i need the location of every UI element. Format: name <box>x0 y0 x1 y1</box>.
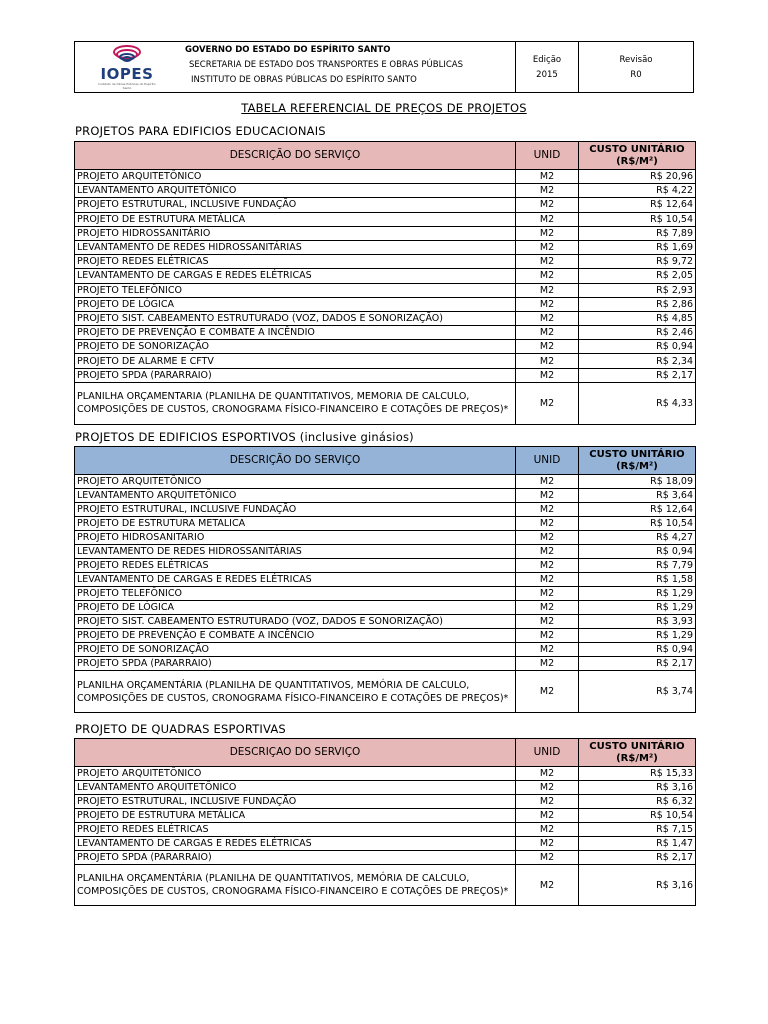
section-title: PROJETO DE QUADRAS ESPORTIVAS <box>75 722 286 736</box>
table-row <box>75 269 696 283</box>
table-row <box>75 212 696 226</box>
service-description: PROJETO TELEFÔNICO <box>75 587 516 601</box>
table-row <box>75 545 696 559</box>
service-description: PROJETO DE ESTRUTURA METÁLICA <box>75 212 516 226</box>
table-row <box>75 851 696 865</box>
service-description: PROJETO SPDA (PARARRAIO) <box>75 657 516 671</box>
table-row <box>75 517 696 531</box>
service-unit: M2 <box>516 615 579 629</box>
table-row <box>75 657 696 671</box>
table-row <box>75 671 696 713</box>
table-header-row <box>75 142 696 170</box>
table-row <box>75 240 696 254</box>
service-unit-cost: R$ 6,32 <box>579 795 696 809</box>
service-unit: M2 <box>516 269 579 283</box>
service-description: PROJETO DE ALARME E CFTV <box>75 354 516 368</box>
service-unit: M2 <box>516 382 579 424</box>
service-unit-cost: R$ 0,94 <box>579 340 696 354</box>
edition-label: Edição <box>532 54 562 65</box>
service-description: PROJETO DE LÓGICA <box>75 601 516 615</box>
service-description: PROJETO DE SONORIZAÇÃO <box>75 340 516 354</box>
header-description: DESCRIÇÃO DO SERVIÇO <box>75 447 516 475</box>
service-unit-cost: R$ 2,34 <box>579 354 696 368</box>
table-row <box>75 643 696 657</box>
table-row <box>75 503 696 517</box>
service-unit-cost: R$ 10,54 <box>579 809 696 823</box>
service-description: PLANILHA ORÇAMENTÁRIA (PLANILHA DE QUANTITATIVOS, MEMÓRIA DE CALCULO, COMPOSIÇÕES DE CUSTOS, CRONOGRAMA FÍSICO-FINANCEIRO E COTAÇÕES DE PREÇOS)* <box>75 671 516 713</box>
service-unit: M2 <box>516 354 579 368</box>
service-unit: M2 <box>516 865 579 906</box>
table-row <box>75 326 696 340</box>
service-unit: M2 <box>516 255 579 269</box>
table-row <box>75 837 696 851</box>
service-description: PROJETO ARQUITETÔNICO <box>75 767 516 781</box>
service-description: LEVANTAMENTO DE REDES HIDROSSANITÁRIAS <box>75 545 516 559</box>
service-unit-cost: R$ 18,09 <box>579 475 696 489</box>
table-row <box>75 489 696 503</box>
service-unit-cost: R$ 4,33 <box>579 382 696 424</box>
price-table <box>74 141 696 425</box>
service-unit: M2 <box>516 283 579 297</box>
service-description: PLANILHA ORÇAMENTÁRIA (PLANILHA DE QUANTITATIVOS, MEMÓRIA DE CALCULO, COMPOSIÇÕES DE CUSTOS, CRONOGRAMA FÍSICO-FINANCEIRO E COTAÇÕES DE PREÇOS)* <box>75 865 516 906</box>
service-unit: M2 <box>516 767 579 781</box>
logo-wordmark: IOPES <box>100 64 154 83</box>
service-unit-cost: R$ 1,47 <box>579 837 696 851</box>
service-unit-cost: R$ 15,33 <box>579 767 696 781</box>
service-description: PROJETO HIDROSANITARIO <box>75 531 516 545</box>
service-unit-cost: R$ 7,15 <box>579 823 696 837</box>
service-description: PROJETO TELEFÔNICO <box>75 283 516 297</box>
service-unit-cost: R$ 12,64 <box>579 198 696 212</box>
table-row <box>75 283 696 297</box>
service-unit-cost: R$ 3,16 <box>579 865 696 906</box>
service-unit: M2 <box>516 837 579 851</box>
service-unit: M2 <box>516 643 579 657</box>
header-line-secretariat: SECRETARIA DE ESTADO DOS TRANSPORTES E OBRAS PÚBLICAS <box>189 60 463 70</box>
service-unit: M2 <box>516 503 579 517</box>
service-unit-cost: R$ 10,54 <box>579 517 696 531</box>
service-description: PROJETO REDES ELÉTRICAS <box>75 559 516 573</box>
service-unit: M2 <box>516 559 579 573</box>
table-row <box>75 531 696 545</box>
service-description: PROJETO ARQUITETÔNICO <box>75 170 516 184</box>
revision-cell <box>578 42 693 92</box>
service-unit-cost: R$ 12,64 <box>579 503 696 517</box>
service-description: PROJETO ESTRUTURAL, INCLUSIVE FUNDAÇÃO <box>75 795 516 809</box>
edition-value: 2015 <box>536 69 558 80</box>
service-description: PROJETO SPDA (PARARRAIO) <box>75 851 516 865</box>
table-row <box>75 809 696 823</box>
service-description: PROJETO DE LÓGICA <box>75 297 516 311</box>
service-unit: M2 <box>516 545 579 559</box>
service-unit-cost: R$ 1,29 <box>579 601 696 615</box>
document-header <box>74 41 694 93</box>
service-description: PROJETO SPDA (PARARRAIO) <box>75 368 516 382</box>
service-unit-cost: R$ 20,96 <box>579 170 696 184</box>
service-unit: M2 <box>516 657 579 671</box>
table-row <box>75 865 696 906</box>
service-unit: M2 <box>516 475 579 489</box>
service-unit-cost: R$ 2,46 <box>579 326 696 340</box>
price-table <box>74 446 696 713</box>
service-unit: M2 <box>516 297 579 311</box>
service-unit: M2 <box>516 326 579 340</box>
service-unit: M2 <box>516 489 579 503</box>
service-description: PROJETO ESTRUTURAL, INCLUSIVE FUNDAÇÃO <box>75 198 516 212</box>
service-unit-cost: R$ 2,17 <box>579 851 696 865</box>
service-description: PROJETO REDES ELÉTRICAS <box>75 255 516 269</box>
table-row <box>75 629 696 643</box>
service-unit-cost: R$ 10,54 <box>579 212 696 226</box>
service-unit: M2 <box>516 823 579 837</box>
table-row <box>75 615 696 629</box>
service-unit-cost: R$ 7,89 <box>579 226 696 240</box>
edition-cell <box>515 42 578 92</box>
service-description: PROJETO DE PREVENÇÃO E COMBATE A INCÊNCIO <box>75 629 516 643</box>
service-unit-cost: R$ 2,86 <box>579 297 696 311</box>
service-description: PROJETO DE SONORIZAÇÃO <box>75 643 516 657</box>
service-unit: M2 <box>516 781 579 795</box>
service-unit-cost: R$ 2,17 <box>579 368 696 382</box>
table-row <box>75 184 696 198</box>
header-org-lines <box>179 42 515 92</box>
header-line-government: GOVERNO DO ESTADO DO ESPÍRITO SANTO <box>185 45 391 55</box>
table-row <box>75 255 696 269</box>
service-unit: M2 <box>516 198 579 212</box>
service-unit: M2 <box>516 170 579 184</box>
service-unit-cost: R$ 1,58 <box>579 573 696 587</box>
service-unit: M2 <box>516 601 579 615</box>
revision-label: Revisão <box>619 54 653 65</box>
service-description: PROJETO DE ESTRUTURA METALICA <box>75 517 516 531</box>
service-description: PLANILHA ORÇAMENTARIA (PLANILHA DE QUANTITATIVOS, MEMORIA DE CALCULO, COMPOSIÇÕES DE CUSTOS, CRONOGRAMA FÍSICO-FINANCEIRO E COTAÇÕES DE PREÇOS)* <box>75 382 516 424</box>
table-header-row <box>75 447 696 475</box>
iopes-logo <box>75 42 179 92</box>
service-description: PROJETO HIDROSSANITÁRIO <box>75 226 516 240</box>
header-description: DESCRIÇAO DO SERVIÇO <box>75 739 516 767</box>
service-unit: M2 <box>516 340 579 354</box>
service-description: LEVANTAMENTO ARQUITETÔNICO <box>75 489 516 503</box>
service-unit-cost: R$ 4,85 <box>579 311 696 325</box>
header-unit-cost: CUSTO UNITÁRIO (R$/M²) <box>579 142 696 170</box>
service-description: LEVANTAMENTO ARQUITETÔNICO <box>75 184 516 198</box>
service-unit: M2 <box>516 795 579 809</box>
service-unit-cost: R$ 0,94 <box>579 643 696 657</box>
service-unit-cost: R$ 3,74 <box>579 671 696 713</box>
service-unit-cost: R$ 1,29 <box>579 587 696 601</box>
table-row <box>75 382 696 424</box>
header-unit-cost: CUSTO UNITÁRIO (R$/M²) <box>579 447 696 475</box>
document-title: TABELA REFERENCIAL DE PREÇOS DE PROJETOS <box>241 101 527 115</box>
logo-rings-icon <box>104 45 150 67</box>
service-unit: M2 <box>516 311 579 325</box>
service-unit-cost: R$ 3,93 <box>579 615 696 629</box>
table-row <box>75 311 696 325</box>
table-row <box>75 573 696 587</box>
header-unit: UNID <box>516 142 579 170</box>
service-unit-cost: R$ 9,72 <box>579 255 696 269</box>
service-unit-cost: R$ 7,79 <box>579 559 696 573</box>
service-description: PROJETO ESTRUTURAL, INCLUSIVE FUNDAÇÃO <box>75 503 516 517</box>
table-row <box>75 559 696 573</box>
service-unit: M2 <box>516 212 579 226</box>
table-row <box>75 340 696 354</box>
table-row <box>75 354 696 368</box>
table-row <box>75 795 696 809</box>
revision-value: R0 <box>630 69 642 80</box>
service-unit: M2 <box>516 587 579 601</box>
table-row <box>75 368 696 382</box>
table-row <box>75 767 696 781</box>
header-description: DESCRIÇÃO DO SERVIÇO <box>75 142 516 170</box>
service-unit-cost: R$ 2,05 <box>579 269 696 283</box>
logo-subtitle: Instituto de Obras Públicas do Espírito Santo <box>98 81 156 90</box>
header-unit: UNID <box>516 447 579 475</box>
header-line-institute: INSTITUTO DE OBRAS PÚBLICAS DO ESPÍRITO SANTO <box>191 75 417 85</box>
service-description: LEVANTAMENTO DE REDES HIDROSSANITÁRIAS <box>75 240 516 254</box>
table-row <box>75 587 696 601</box>
service-unit: M2 <box>516 517 579 531</box>
header-unit-cost: CUSTO UNITÁRIO (R$/M²) <box>579 739 696 767</box>
service-unit: M2 <box>516 184 579 198</box>
table-row <box>75 297 696 311</box>
section-title: PROJETOS DE EDIFICIOS ESPORTIVOS (inclusive ginásios) <box>75 430 414 444</box>
service-description: PROJETO SIST. CABEAMENTO ESTRUTURADO (VOZ, DADOS E SONORIZAÇÃO) <box>75 615 516 629</box>
service-unit: M2 <box>516 629 579 643</box>
service-unit-cost: R$ 3,16 <box>579 781 696 795</box>
table-row <box>75 475 696 489</box>
service-description: LEVANTAMENTO DE CARGAS E REDES ELÉTRICAS <box>75 837 516 851</box>
service-unit: M2 <box>516 671 579 713</box>
table-row <box>75 781 696 795</box>
section-title: PROJETOS PARA EDIFICIOS EDUCACIONAIS <box>75 124 326 138</box>
service-unit-cost: R$ 1,69 <box>579 240 696 254</box>
service-description: LEVANTAMENTO DE CARGAS E REDES ELÉTRICAS <box>75 573 516 587</box>
table-row <box>75 601 696 615</box>
service-description: LEVANTAMENTO DE CARGAS E REDES ELÉTRICAS <box>75 269 516 283</box>
table-row <box>75 170 696 184</box>
service-description: PROJETO DE ESTRUTURA METÁLICA <box>75 809 516 823</box>
service-description: PROJETO REDES ELÉTRICAS <box>75 823 516 837</box>
table-header-row <box>75 739 696 767</box>
service-unit-cost: R$ 4,22 <box>579 184 696 198</box>
service-unit: M2 <box>516 240 579 254</box>
table-row <box>75 823 696 837</box>
service-description: PROJETO SIST. CABEAMENTO ESTRUTURADO (VOZ, DADOS E SONORIZAÇÃO) <box>75 311 516 325</box>
table-row <box>75 198 696 212</box>
service-unit-cost: R$ 2,17 <box>579 657 696 671</box>
service-description: PROJETO ARQUITETÔNICO <box>75 475 516 489</box>
service-unit-cost: R$ 1,29 <box>579 629 696 643</box>
header-unit: UNID <box>516 739 579 767</box>
service-unit: M2 <box>516 573 579 587</box>
service-unit: M2 <box>516 531 579 545</box>
service-unit-cost: R$ 3,64 <box>579 489 696 503</box>
service-unit-cost: R$ 4,27 <box>579 531 696 545</box>
service-unit: M2 <box>516 809 579 823</box>
service-unit: M2 <box>516 226 579 240</box>
service-unit-cost: R$ 2,93 <box>579 283 696 297</box>
service-unit: M2 <box>516 851 579 865</box>
service-unit-cost: R$ 0,94 <box>579 545 696 559</box>
service-description: LEVANTAMENTO ARQUITETÔNICO <box>75 781 516 795</box>
service-unit: M2 <box>516 368 579 382</box>
table-row <box>75 226 696 240</box>
service-description: PROJETO DE PREVENÇÃO E COMBATE A INCÊNDIO <box>75 326 516 340</box>
price-table <box>74 738 696 906</box>
